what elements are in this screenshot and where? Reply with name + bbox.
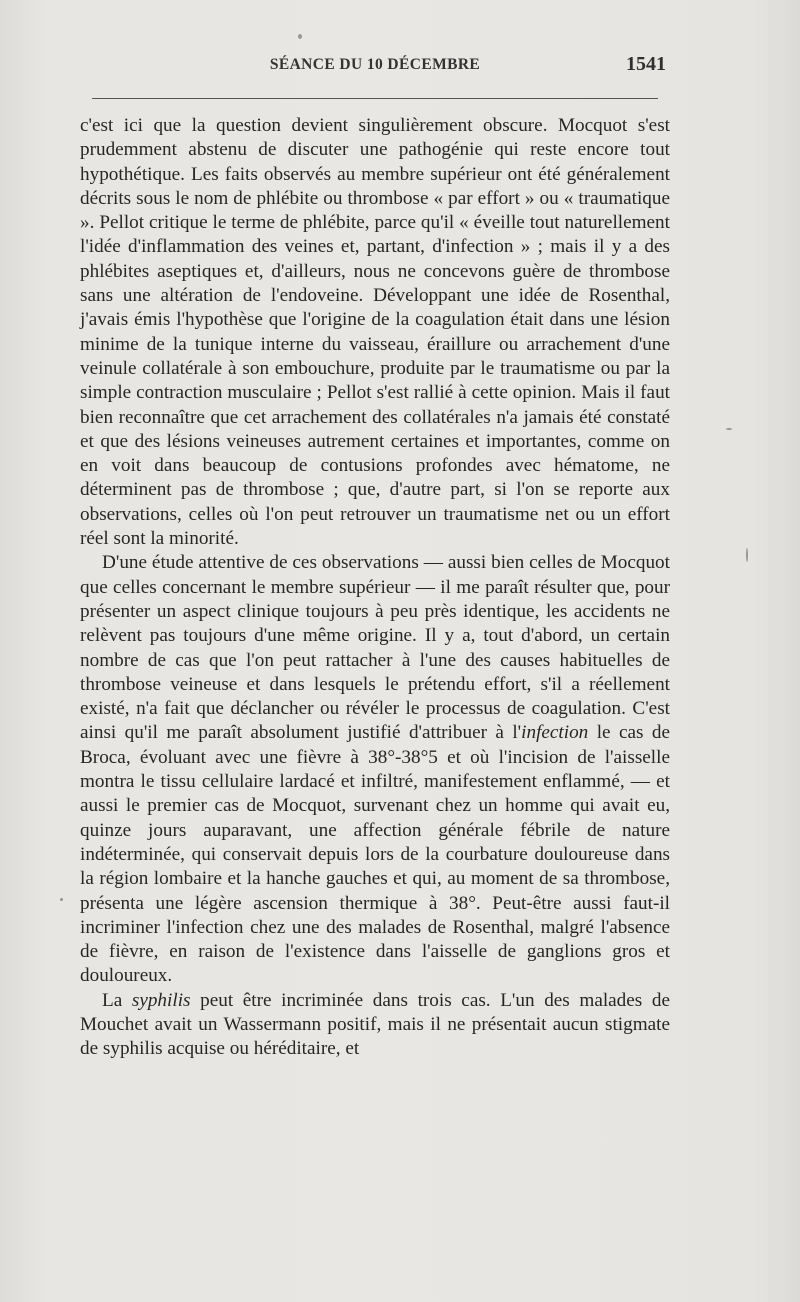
header-rule [92, 98, 658, 99]
paragraph-text-continued: peut être incriminée dans trois cas. L'un des malades de Mouchet avait un Wassermann positif, mais il ne présentait aucun stigmate de syphilis acquise ou héréditaire, et [80, 989, 670, 1060]
scan-speck [298, 34, 302, 39]
paragraph-text: La [102, 989, 132, 1011]
paragraph-text: c'est ici que la question devient singulièrement obscure. Mocquot s'est prudemment abstenu de discuter une pathogénie qui reste encore tout hypothétique. Les faits observés au membre supérieur ont été généralement décrits sous le nom de phlébite ou thrombose « par effort » ou « traumatique ». Pellot critique le terme de phlébite, parce qu'il « éveille tout naturellement l'idée d'inflammation des veines et, partant, d'infection » ; mais il y a des phlébites aseptiques et, d'ailleurs, nous ne concevons guère de thrombose sans une altération de l'endoveine. Développant une idée de Rosenthal, j'avais émis l'hypothèse que l'origine de la coagulation était dans une lésion minime de la tunique interne du vaisseau, éraillure ou arrachement d'une veinule collatérale à son embouchure, produite par le traumatisme ou par la simple contraction musculaire ; Pellot s'est rallié à cette opinion. Mais il faut bien reconnaître que cet arrachement des collatérales n'a jamais été constaté et que des lésions veineuses autrement certaines et importantes, comme on en voit dans beaucoup de contusions profondes avec hématome, ne déterminent pas de thrombose ; que, d'autre part, si l'on se reporte aux observations, celles où l'on peut retrouver un traumatisme net ou un effort réel sont la minorité. [80, 115, 670, 550]
page-number: 1541 [626, 53, 666, 75]
paragraph-2 [80, 551, 670, 988]
paragraph-3 [80, 989, 670, 1062]
paragraph-text: D'une étude attentive de ces observations — aussi bien celles de Mocquot que celles concernant le membre supérieur — il me paraît résulter que, pour présenter un aspect clinique toujours à peu près identique, les accidents ne relèvent pas toujours d'une même origine. Il y a, tout d'abord, un certain nombre de cas que l'on peut rattacher à l'une des causes habituelles de thrombose veineuse et dans lesquels le prétendu effort, s'il a réellement existé, n'a fait que déclancher ou révéler le processus de coagulation. C'est ainsi qu'il me paraît absolument justifié d'attribuer à l' [80, 552, 670, 744]
italic-term: syphilis [131, 989, 191, 1011]
scan-speck [60, 898, 63, 901]
paragraph-1 [80, 114, 670, 551]
page-header [82, 53, 668, 88]
scan-speck [746, 548, 748, 562]
scan-speck [726, 428, 732, 430]
body-text [80, 114, 670, 1062]
italic-term: infection [521, 722, 589, 744]
paragraph-text-continued: le cas de Broca, évoluant avec une fièvre à 38°-38°5 et où l'incision de l'aisselle montra le tissu cellulaire lardacé et infiltré, manifestement enflammé, — et aussi le premier cas de Mocquot, survenant chez un homme qui avait eu, quinze jours auparavant, une affection générale fébrile de nature indéterminée, qui conservait depuis lors de la courbature douloureuse dans la région lombaire et la hanche gauches et qui, au moment de sa thrombose, présenta une légère ascension thermique à 38°. Peut-être aussi faut-il incriminer l'infection chez une des malades de Rosenthal, malgré l'absence de fièvre, en raison de l'existence dans l'aisselle de ganglions gros et douloureux. [80, 722, 670, 987]
running-title: SÉANCE DU 10 DÉCEMBRE [269, 56, 481, 73]
